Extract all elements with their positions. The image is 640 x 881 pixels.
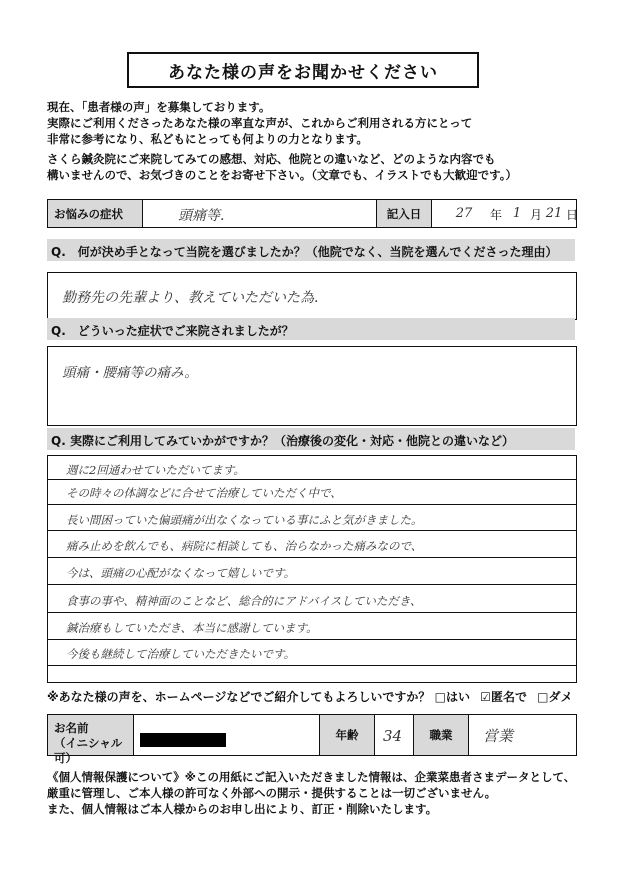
symptom-value[interactable]: 頭痛等.: [178, 208, 225, 224]
date-month: 1: [512, 206, 522, 221]
date-field[interactable]: [443, 206, 581, 223]
q3-line: 痛み止めを飲んでも、病院に相談しても、治らなかった痛みなので、: [66, 539, 423, 553]
consent-no-label: ダメ: [548, 690, 573, 704]
consent-anonymous-label: 匿名で: [490, 690, 527, 704]
date-label: 記入日: [376, 200, 432, 227]
consent-no-checkbox[interactable]: □: [537, 690, 549, 704]
age-label: 年齢: [319, 715, 375, 755]
date-day: 21: [545, 206, 563, 221]
year-unit: 年: [489, 208, 502, 222]
consent-yes-checkbox[interactable]: □: [434, 690, 446, 704]
q3-answer-box[interactable]: [47, 455, 577, 683]
q3-line: その時々の体調などに合せて治療していただく中で、: [66, 486, 342, 500]
q2-title: Q. どういった症状でご来院されましたが？: [51, 324, 294, 338]
age-value[interactable]: 34: [383, 727, 403, 745]
day-unit: 日: [565, 208, 578, 222]
q3-header: [47, 428, 575, 450]
month-unit: 月: [529, 208, 542, 222]
q3-title: Q. 実際にご利用してみていかがですか？（治療後の変化・対応・他院との違いなど）: [51, 434, 514, 448]
q3-line: 今は、頭痛の心配がなくなって嬉しいです。: [66, 566, 296, 580]
q3-line: 週に2回通わせていただいてます。: [66, 463, 245, 477]
q3-line: 長い間困っていた偏頭痛が出なくなっている事にふと気がきました。: [66, 513, 423, 527]
name-redacted[interactable]: [140, 733, 226, 747]
q2-header: [47, 318, 575, 340]
consent-yes-label: はい: [445, 690, 470, 704]
q1-answer: 勤務先の先輩より、教えていただいた為.: [62, 290, 319, 306]
q1-header: [47, 239, 575, 261]
date-year: 27: [455, 206, 473, 221]
q2-answer: 頭痛・腰痛等の痛み。: [62, 365, 198, 381]
page-title: あなた様の声をお聞かせください: [127, 52, 479, 88]
consent-row: [47, 688, 573, 705]
intro-paragraph-2: さくら鍼灸院にご来院してみての感想、対応、他院との違いなど、どのような内容でも 構いませんので、お気づきのことをお寄せ下さい。（文章でも、イラストでも大歓迎です。）: [47, 152, 517, 182]
privacy-notice: 《個人情報保護について》※この用紙にご記入いただきました情報は、企業菜患者さまデータとして、 厳重に管理し、ご本人様の許可なく外部への開示・提供することは一切ございません。 また、個人情報はご本人様からのお申し出により、訂正・削除いたします。: [47, 770, 576, 816]
q1-title: Q. 何が決め手となって当院を選びましたか？（他院でなく、当院を選んでくださった理由）: [51, 245, 558, 259]
intro-paragraph-1: 現在、「患者様の声」を募集しております。 実際にご利用くださったあなた様の率直な声が、これからご利用される方にとって 非常に参考になり、私どもにとっても何よりの力となります。: [47, 100, 473, 146]
consent-anonymous-checkbox[interactable]: ☑: [480, 690, 491, 704]
name-label: お名前 （イニシャル可）: [48, 715, 134, 755]
consent-question: ※あなた様の声を、ホームページなどでご紹介してもよろしいですか？: [47, 690, 431, 704]
q3-line: 鍼治療もしていただき、本当に感謝しています。: [66, 621, 318, 635]
job-label: 職業: [413, 715, 469, 755]
symptom-date-row: [47, 199, 577, 228]
q3-line: 食事の事や、精神面のことなど、総合的にアドバイスしていただき、: [66, 594, 422, 608]
q3-line: 今後も継続して治療していただきたいです。: [66, 647, 296, 661]
q2-answer-box[interactable]: [47, 346, 577, 426]
job-value[interactable]: 営業: [483, 727, 514, 745]
symptom-label: お悩みの症状: [48, 200, 143, 227]
name-age-job-row: [47, 714, 577, 765]
q1-answer-box[interactable]: [47, 272, 577, 320]
